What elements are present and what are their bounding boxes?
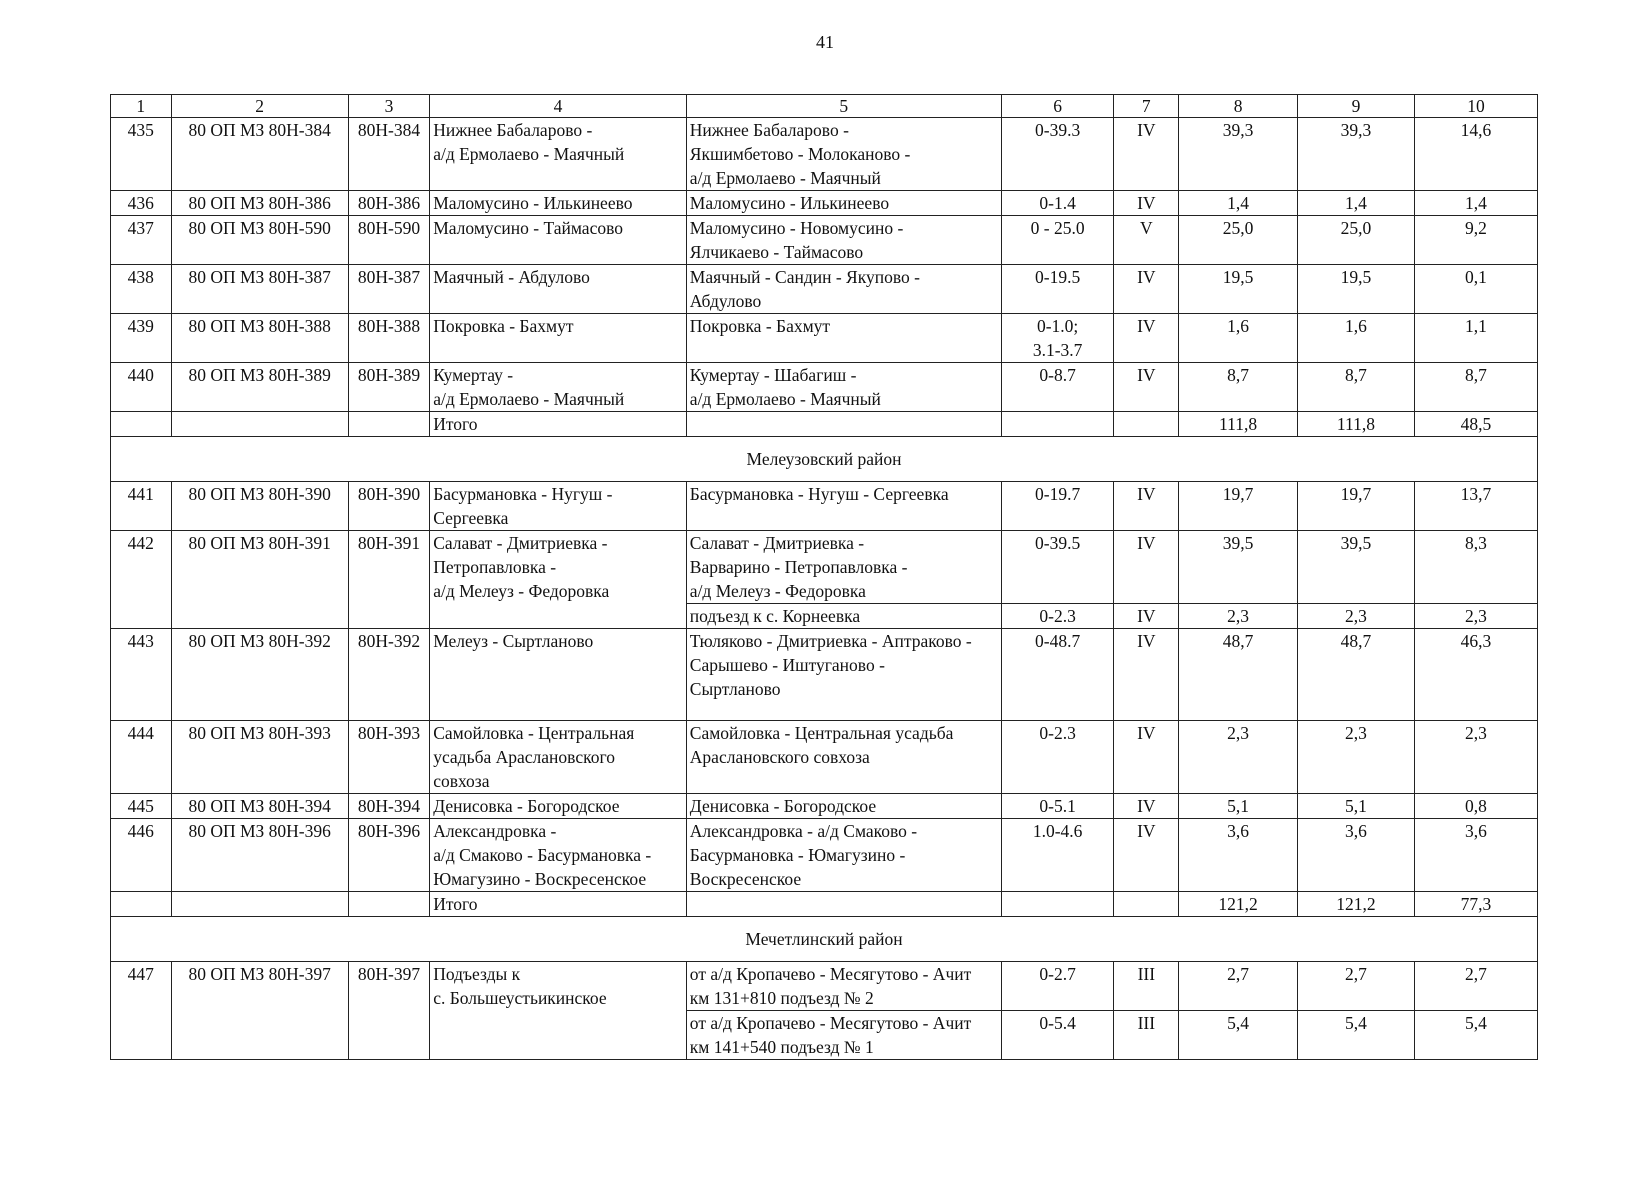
- table-body: [111, 95, 1538, 1060]
- road-name: Денисовка - Богородское: [430, 794, 687, 819]
- table-row: [111, 216, 1538, 265]
- road-name: Маломусино - Илькинеево: [430, 191, 687, 216]
- col8-value: 2,3: [1179, 721, 1298, 794]
- road-name: Маячный - Абдулово: [430, 265, 687, 314]
- header-cell: 7: [1114, 95, 1179, 118]
- col10-value: 8,3: [1414, 531, 1537, 604]
- table-row: [111, 363, 1538, 412]
- col8-value: 5,1: [1179, 794, 1298, 819]
- road-id: 80 ОП МЗ 80Н-384: [171, 118, 348, 191]
- header-cell: 5: [686, 95, 1001, 118]
- header-cell: 6: [1001, 95, 1114, 118]
- road-name: Нижнее Бабаларово - а/д Ермолаево - Маячный: [430, 118, 687, 191]
- row-number: 447: [111, 962, 172, 1060]
- road-km: 0-1.0; 3.1-3.7: [1001, 314, 1114, 363]
- col9-value: 5,4: [1298, 1011, 1415, 1060]
- col10-value: 3,6: [1414, 819, 1537, 892]
- row-number: 441: [111, 482, 172, 531]
- road-id: 80 ОП МЗ 80Н-393: [171, 721, 348, 794]
- header-cell: 4: [430, 95, 687, 118]
- table-row: [111, 962, 1538, 1011]
- road-km: 0-2.3: [1001, 604, 1114, 629]
- col9-value: 39,5: [1298, 531, 1415, 604]
- row-number: 446: [111, 819, 172, 892]
- road-id: 80 ОП МЗ 80Н-386: [171, 191, 348, 216]
- col10-value: 1,4: [1414, 191, 1537, 216]
- road-route: Тюляково - Дмитриевка - Аптраково - Сарышево - Иштуганово - Сыртланово: [686, 629, 1001, 721]
- page-number: 41: [816, 32, 834, 52]
- road-route: Покровка - Бахмут: [686, 314, 1001, 363]
- road-id: 80 ОП МЗ 80Н-392: [171, 629, 348, 721]
- road-id: 80 ОП МЗ 80Н-389: [171, 363, 348, 412]
- col9-value: 8,7: [1298, 363, 1415, 412]
- road-route: Маячный - Сандин - Якупово - Абдулово: [686, 265, 1001, 314]
- header-cell: 9: [1298, 95, 1415, 118]
- col8-value: 1,6: [1179, 314, 1298, 363]
- col10-value: 2,3: [1414, 604, 1537, 629]
- col10-value: 0,1: [1414, 265, 1537, 314]
- road-km: 0-19.5: [1001, 265, 1114, 314]
- col9-value: 2,3: [1298, 604, 1415, 629]
- row-number: 435: [111, 118, 172, 191]
- total-label: Итого: [430, 892, 687, 917]
- total-row: [111, 412, 1538, 437]
- road-name: Кумертау - а/д Ермолаево - Маячный: [430, 363, 687, 412]
- road-category: III: [1114, 1011, 1179, 1060]
- road-km: 0-5.4: [1001, 1011, 1114, 1060]
- road-code: 80Н-394: [348, 794, 429, 819]
- road-category: IV: [1114, 819, 1179, 892]
- road-route: Александровка - а/д Смаково - Басурмановка - Юмагузино - Воскресенское: [686, 819, 1001, 892]
- col10-value: 5,4: [1414, 1011, 1537, 1060]
- empty-cell: [111, 892, 172, 917]
- road-code: 80Н-396: [348, 819, 429, 892]
- road-km: 0-1.4: [1001, 191, 1114, 216]
- road-category: IV: [1114, 118, 1179, 191]
- road-km: 0-39.3: [1001, 118, 1114, 191]
- road-code: 80Н-387: [348, 265, 429, 314]
- road-route: Самойловка - Центральная усадьба Араслановского совхоза: [686, 721, 1001, 794]
- col10-value: 9,2: [1414, 216, 1537, 265]
- col9-value: 48,7: [1298, 629, 1415, 721]
- total-col10: 77,3: [1414, 892, 1537, 917]
- col9-value: 1,4: [1298, 191, 1415, 216]
- road-category: III: [1114, 962, 1179, 1011]
- road-code: 80Н-388: [348, 314, 429, 363]
- road-route: Нижнее Бабаларово - Якшимбетово - Молоканово - а/д Ермолаево - Маячный: [686, 118, 1001, 191]
- total-label: Итого: [430, 412, 687, 437]
- road-route: Кумертау - Шабагиш - а/д Ермолаево - Маячный: [686, 363, 1001, 412]
- col8-value: 2,3: [1179, 604, 1298, 629]
- row-number: 440: [111, 363, 172, 412]
- row-number: 439: [111, 314, 172, 363]
- empty-cell: [171, 892, 348, 917]
- road-route: Басурмановка - Нугуш - Сергеевка: [686, 482, 1001, 531]
- road-km: 0 - 25.0: [1001, 216, 1114, 265]
- col8-value: 48,7: [1179, 629, 1298, 721]
- road-route: Маломусино - Новомусино - Ялчикаево - Таймасово: [686, 216, 1001, 265]
- col8-value: 39,5: [1179, 531, 1298, 604]
- col8-value: 39,3: [1179, 118, 1298, 191]
- road-km: 0-5.1: [1001, 794, 1114, 819]
- col8-value: 1,4: [1179, 191, 1298, 216]
- road-name: Маломусино - Таймасово: [430, 216, 687, 265]
- col8-value: 19,5: [1179, 265, 1298, 314]
- row-number: 445: [111, 794, 172, 819]
- district-row: [111, 437, 1538, 482]
- empty-cell: [171, 412, 348, 437]
- total-row: [111, 892, 1538, 917]
- roads-table: [110, 94, 1538, 1060]
- road-name: Басурмановка - Нугуш - Сергеевка: [430, 482, 687, 531]
- road-category: IV: [1114, 191, 1179, 216]
- row-number: 444: [111, 721, 172, 794]
- road-name: Подъезды к с. Большеустьикинское: [430, 962, 687, 1060]
- road-id: 80 ОП МЗ 80Н-590: [171, 216, 348, 265]
- col10-value: 14,6: [1414, 118, 1537, 191]
- empty-cell: [686, 412, 1001, 437]
- road-km: 1.0-4.6: [1001, 819, 1114, 892]
- road-id: 80 ОП МЗ 80Н-387: [171, 265, 348, 314]
- table-row: [111, 118, 1538, 191]
- empty-cell: [686, 892, 1001, 917]
- table-row: [111, 794, 1538, 819]
- road-km: 0-48.7: [1001, 629, 1114, 721]
- col9-value: 19,7: [1298, 482, 1415, 531]
- district-row: [111, 917, 1538, 962]
- col8-value: 8,7: [1179, 363, 1298, 412]
- road-route: от а/д Кропачево - Месягутово - Ачит км 131+810 подъезд № 2: [686, 962, 1001, 1011]
- road-id: 80 ОП МЗ 80Н-388: [171, 314, 348, 363]
- road-name: Покровка - Бахмут: [430, 314, 687, 363]
- road-km: 0-19.7: [1001, 482, 1114, 531]
- header-row: [111, 95, 1538, 118]
- col8-value: 3,6: [1179, 819, 1298, 892]
- road-id: 80 ОП МЗ 80Н-397: [171, 962, 348, 1060]
- table-row: [111, 265, 1538, 314]
- row-number: 438: [111, 265, 172, 314]
- road-code: 80Н-384: [348, 118, 429, 191]
- total-col8: 121,2: [1179, 892, 1298, 917]
- col10-value: 8,7: [1414, 363, 1537, 412]
- road-category: IV: [1114, 531, 1179, 604]
- road-category: IV: [1114, 482, 1179, 531]
- road-route: подъезд к с. Корнеевка: [686, 604, 1001, 629]
- road-code: 80Н-391: [348, 531, 429, 629]
- row-number: 437: [111, 216, 172, 265]
- road-name: Мелеуз - Сыртланово: [430, 629, 687, 721]
- road-code: 80Н-386: [348, 191, 429, 216]
- empty-cell: [1114, 892, 1179, 917]
- col9-value: 2,7: [1298, 962, 1415, 1011]
- district-title: Мелеузовский район: [111, 437, 1538, 482]
- district-title: Мечетлинский район: [111, 917, 1538, 962]
- road-route: Денисовка - Богородское: [686, 794, 1001, 819]
- header-cell: 2: [171, 95, 348, 118]
- header-cell: 8: [1179, 95, 1298, 118]
- col9-value: 5,1: [1298, 794, 1415, 819]
- road-code: 80Н-390: [348, 482, 429, 531]
- road-code: 80Н-393: [348, 721, 429, 794]
- col9-value: 1,6: [1298, 314, 1415, 363]
- table-row: [111, 721, 1538, 794]
- col8-value: 25,0: [1179, 216, 1298, 265]
- col9-value: 19,5: [1298, 265, 1415, 314]
- row-number: 436: [111, 191, 172, 216]
- road-code: 80Н-397: [348, 962, 429, 1060]
- road-name: Салават - Дмитриевка - Петропавловка - а/д Мелеуз - Федоровка: [430, 531, 687, 629]
- header-cell: 3: [348, 95, 429, 118]
- total-col9: 121,2: [1298, 892, 1415, 917]
- table-row: [111, 629, 1538, 721]
- road-category: IV: [1114, 265, 1179, 314]
- col10-value: 13,7: [1414, 482, 1537, 531]
- table-row: [111, 819, 1538, 892]
- col8-value: 5,4: [1179, 1011, 1298, 1060]
- road-category: IV: [1114, 363, 1179, 412]
- road-category: IV: [1114, 794, 1179, 819]
- road-category: IV: [1114, 314, 1179, 363]
- empty-cell: [1001, 892, 1114, 917]
- row-number: 443: [111, 629, 172, 721]
- table-row: [111, 531, 1538, 604]
- road-route: Маломусино - Илькинеево: [686, 191, 1001, 216]
- table-row: [111, 191, 1538, 216]
- col9-value: 3,6: [1298, 819, 1415, 892]
- road-km: 0-39.5: [1001, 531, 1114, 604]
- col9-value: 39,3: [1298, 118, 1415, 191]
- col10-value: 2,7: [1414, 962, 1537, 1011]
- road-route: Салават - Дмитриевка - Варварино - Петропавловка - а/д Мелеуз - Федоровка: [686, 531, 1001, 604]
- road-category: V: [1114, 216, 1179, 265]
- header-cell: 10: [1414, 95, 1537, 118]
- table-row: [111, 314, 1538, 363]
- road-km: 0-8.7: [1001, 363, 1114, 412]
- road-id: 80 ОП МЗ 80Н-394: [171, 794, 348, 819]
- empty-cell: [1001, 412, 1114, 437]
- table-row: [111, 482, 1538, 531]
- col8-value: 19,7: [1179, 482, 1298, 531]
- road-name: Самойловка - Центральная усадьба Араслановского совхоза: [430, 721, 687, 794]
- col9-value: 2,3: [1298, 721, 1415, 794]
- road-name: Александровка - а/д Смаково - Басурмановка - Юмагузино - Воскресенское: [430, 819, 687, 892]
- total-col8: 111,8: [1179, 412, 1298, 437]
- road-km: 0-2.3: [1001, 721, 1114, 794]
- total-col10: 48,5: [1414, 412, 1537, 437]
- road-code: 80Н-389: [348, 363, 429, 412]
- road-category: IV: [1114, 721, 1179, 794]
- road-category: IV: [1114, 604, 1179, 629]
- road-km: 0-2.7: [1001, 962, 1114, 1011]
- col10-value: 1,1: [1414, 314, 1537, 363]
- empty-cell: [1114, 412, 1179, 437]
- road-code: 80Н-590: [348, 216, 429, 265]
- road-id: 80 ОП МЗ 80Н-396: [171, 819, 348, 892]
- empty-cell: [111, 412, 172, 437]
- col9-value: 25,0: [1298, 216, 1415, 265]
- col10-value: 2,3: [1414, 721, 1537, 794]
- col10-value: 0,8: [1414, 794, 1537, 819]
- road-id: 80 ОП МЗ 80Н-391: [171, 531, 348, 629]
- road-id: 80 ОП МЗ 80Н-390: [171, 482, 348, 531]
- empty-cell: [348, 412, 429, 437]
- road-category: IV: [1114, 629, 1179, 721]
- total-col9: 111,8: [1298, 412, 1415, 437]
- col8-value: 2,7: [1179, 962, 1298, 1011]
- road-code: 80Н-392: [348, 629, 429, 721]
- header-cell: 1: [111, 95, 172, 118]
- col10-value: 46,3: [1414, 629, 1537, 721]
- road-route: от а/д Кропачево - Месягутово - Ачит км 141+540 подъезд № 1: [686, 1011, 1001, 1060]
- row-number: 442: [111, 531, 172, 629]
- empty-cell: [348, 892, 429, 917]
